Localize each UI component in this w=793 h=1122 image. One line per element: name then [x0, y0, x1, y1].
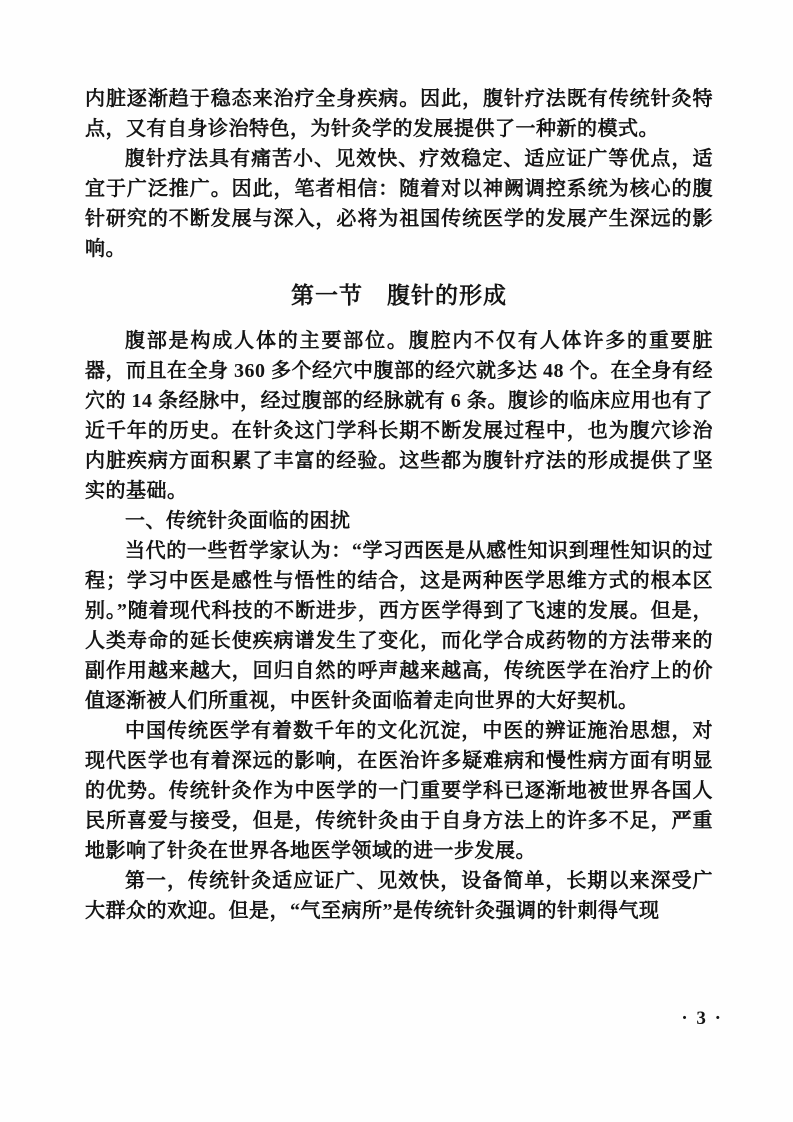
paragraph: 中国传统医学有着数千年的文化沉淀，中医的辨证施治思想，对现代医学也有着深远的影响，在医治许多疑难病和慢性病方面有明显的优势。传统针灸作为中医学的一门重要学科已逐渐地被世界各国人民所喜爱与接受，但是，传统针灸由于自身方法上的许多不足，严重地影响了针灸在世界各地医学领域的进一步发展。 — [85, 720, 713, 862]
subsection-heading: 一、传统针灸面临的困扰 — [125, 510, 351, 532]
paragraph: 第一，传统针灸适应证广、见效快，设备简单，长期以来深受广大群众的欢迎。但是，“气至病所”是传统针灸强调的针刺得气现 — [85, 870, 713, 922]
section-heading: 第一节 腹针的形成 — [291, 283, 507, 308]
paragraph: 腹部是构成人体的主要部位。腹腔内不仅有人体许多的重要脏器，而且在全身 360 多个经穴中腹部的经穴就多达 48 个。在全身有经穴的 14 条经脉中，经过腹部的经脉就有 6 条。腹诊的临床应用也有了近千年的历史。在针灸这门学科长期不断发展过程中，也为腹穴诊治内脏疾病方面积累了丰富的经验。这些都为腹针疗法的形成提供了坚实的基础。 — [85, 330, 713, 502]
page-body — [85, 84, 713, 926]
paragraph: 腹针疗法具有痛苦小、见效快、疗效稳定、适应证广等优点，适宜于广泛推广。因此，笔者相信：随着对以神阙调控系统为核心的腹针研究的不断发展与深入，必将为祖国传统医学的发展产生深远的影响。 — [85, 148, 713, 260]
page-number: · 3 · — [681, 1008, 723, 1029]
paragraph: 当代的一些哲学家认为：“学习西医是从感性知识到理性知识的过程；学习中医是感性与悟性的结合，这是两种医学思维方式的根本区别。”随着现代科技的不断进步，西方医学得到了飞速的发展。但是，人类寿命的延长使疾病谱发生了变化，而化学合成药物的方法带来的副作用越来越大，回归自然的呼声越来越高，传统医学在治疗上的价值逐渐被人们所重视，中医针灸面临着走向世界的大好契机。 — [85, 540, 713, 712]
paragraph: 内脏逐渐趋于稳态来治疗全身疾病。因此，腹针疗法既有传统针灸特点，又有自身诊治特色，为针灸学的发展提供了一种新的模式。 — [85, 88, 713, 140]
